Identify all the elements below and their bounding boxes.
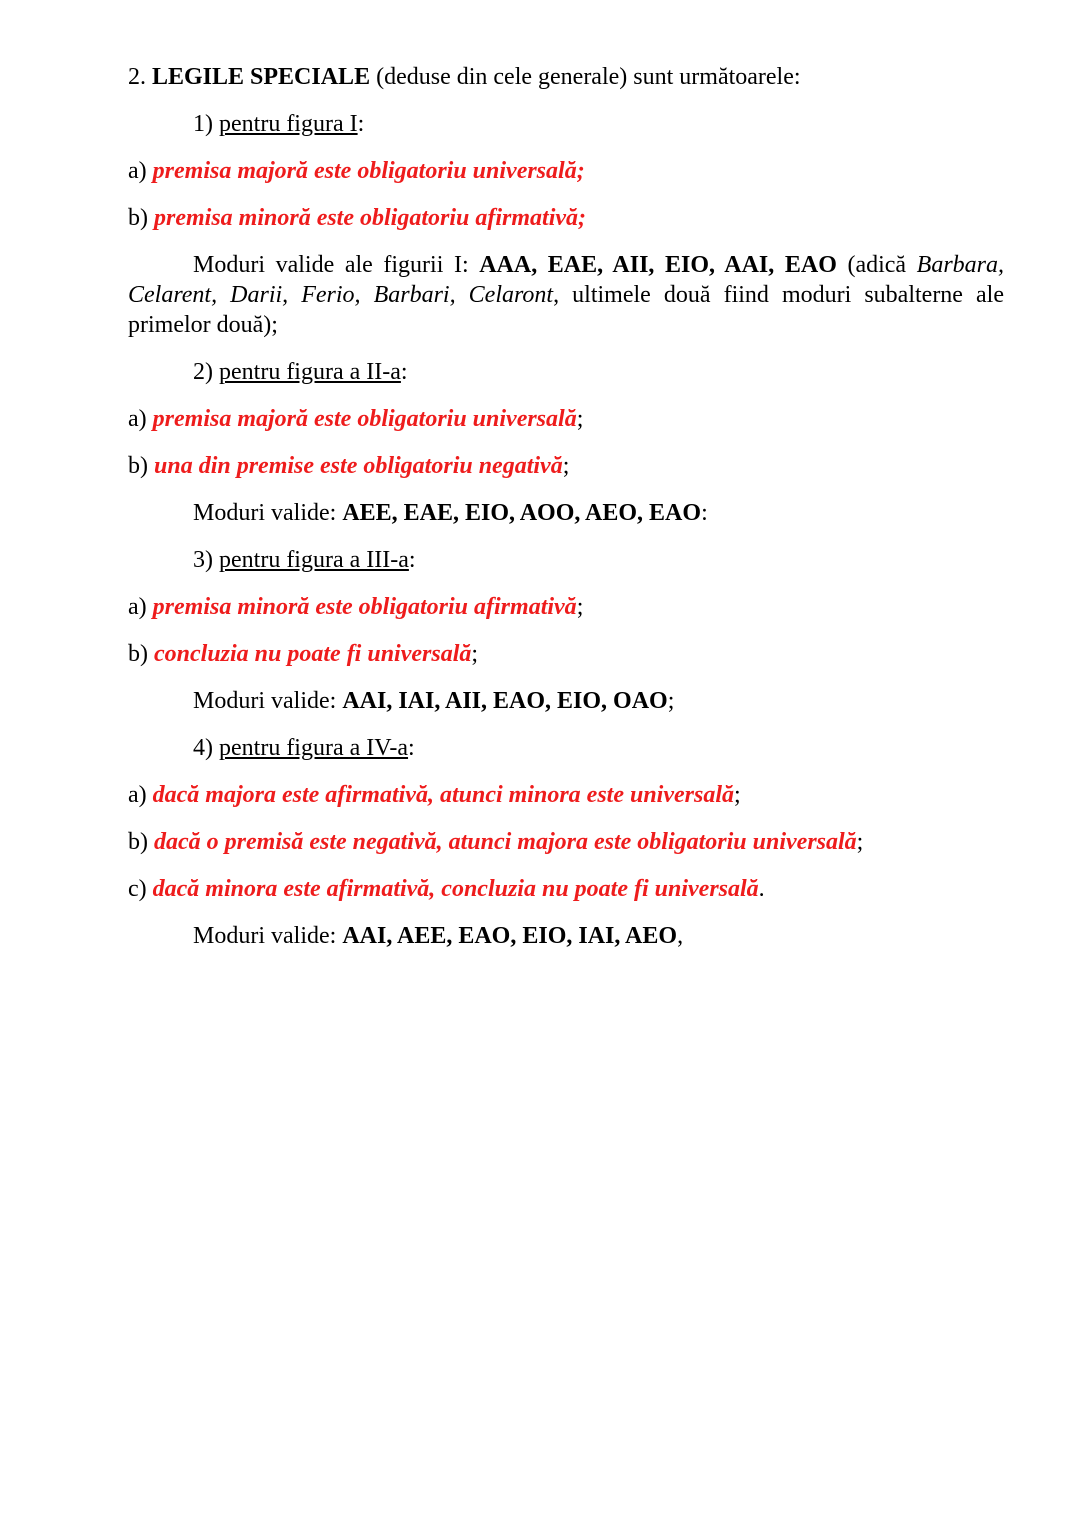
modes-prefix: Moduri valide ale figurii I: — [193, 252, 480, 278]
fig4-rule-c — [128, 874, 1004, 904]
label: c) — [128, 876, 153, 902]
rule-text: una din premise este obligatoriu negativă — [154, 453, 563, 479]
punct: , — [677, 923, 684, 949]
fig2-title-text: pentru figura a II-a — [219, 359, 401, 385]
rule-text: dacă minora este afirmativă, concluzia nu poate fi universală — [152, 876, 759, 902]
fig1-rule-b — [128, 203, 1004, 233]
fig3-rule-b — [128, 639, 1004, 669]
fig4-modes — [128, 921, 1004, 951]
fig1-colon: : — [357, 111, 365, 137]
fig2-title — [128, 357, 1004, 387]
fig3-title — [128, 545, 1004, 575]
rule-text: dacă majora este afirmativă, atunci minora este universală — [152, 782, 734, 808]
fig4-colon: : — [408, 735, 415, 761]
fig1-title-text: pentru figura I — [219, 111, 358, 137]
punct: ; — [734, 782, 741, 808]
fig1-rule-a — [128, 156, 1004, 186]
label: a) — [128, 782, 153, 808]
rule-text: dacă o premisă este negativă, atunci majora este obligatoriu universală — [154, 829, 857, 855]
rule-text: premisa majoră este obligatoriu universală — [152, 406, 577, 432]
rule-text: premisa minoră este obligatoriu afirmativă; — [154, 205, 587, 231]
heading-rest: (deduse din cele generale) sunt următoarele: — [370, 64, 801, 90]
modes-prefix: Moduri valide: — [193, 500, 343, 526]
modes-prefix: Moduri valide: — [193, 688, 343, 714]
label: a) — [128, 158, 153, 184]
mode-names: Barbara, Celarent, Darii, Ferio, Barbari, Celaront — [128, 252, 1005, 308]
section-heading — [128, 62, 1004, 92]
modes-list: AEE, EAE, EIO, AOO, AEO, EAO — [342, 500, 702, 526]
fig2-rule-a — [128, 404, 1004, 434]
punct: ; — [856, 829, 864, 855]
modes-prefix: Moduri valide: — [193, 923, 343, 949]
fig4-rule-b — [128, 827, 1004, 857]
label: a) — [128, 594, 153, 620]
fig2-colon: : — [400, 359, 408, 385]
punct: ; — [562, 453, 570, 479]
punct: ; — [576, 594, 584, 620]
document-page — [128, 62, 1004, 968]
label: a) — [128, 406, 153, 432]
modes-list: AAA, EAE, AII, EIO, AAI, EAO — [479, 252, 837, 278]
fig1-title — [128, 109, 1004, 139]
fig4-rule-a — [128, 780, 1004, 810]
modes-list: AAI, IAI, AII, EAO, EIO, OAO — [342, 688, 668, 714]
rule-text: premisa minoră este obligatoriu afirmativă — [152, 594, 577, 620]
fig4-title-text: pentru figura a IV-a — [219, 735, 409, 761]
label: b) — [128, 641, 154, 667]
fig1-modes — [128, 250, 1004, 340]
fig3-title-text: pentru figura a III-a — [219, 547, 409, 573]
punct: ; — [471, 641, 479, 667]
modes-list: AAI, AEE, EAO, EIO, IAI, AEO — [342, 923, 678, 949]
heading-bold: LEGILE SPECIALE — [152, 64, 371, 90]
punct: : — [701, 500, 708, 526]
modes-after: (adică — [836, 252, 917, 278]
label: b) — [128, 453, 154, 479]
label: b) — [128, 829, 154, 855]
fig3-modes — [128, 686, 1004, 716]
heading-number: 2. — [128, 64, 152, 90]
rule-text: concluzia nu poate fi universală — [154, 641, 472, 667]
fig2-rule-b — [128, 451, 1004, 481]
fig3-num: 3) — [193, 547, 219, 573]
fig3-rule-a — [128, 592, 1004, 622]
fig4-title — [128, 733, 1004, 763]
fig1-num: 1) — [193, 111, 219, 137]
fig3-colon: : — [408, 547, 416, 573]
fig4-num: 4) — [193, 735, 219, 761]
punct: ; — [667, 688, 675, 714]
label: b) — [128, 205, 154, 231]
punct: ; — [576, 406, 584, 432]
rule-text: premisa majoră este obligatoriu universală; — [152, 158, 585, 184]
fig2-modes — [128, 498, 1004, 528]
modes-after2: , ultimele două fiind moduri subalterne ale primelor două); — [128, 282, 1004, 338]
punct: . — [758, 876, 765, 902]
fig2-num: 2) — [193, 359, 219, 385]
